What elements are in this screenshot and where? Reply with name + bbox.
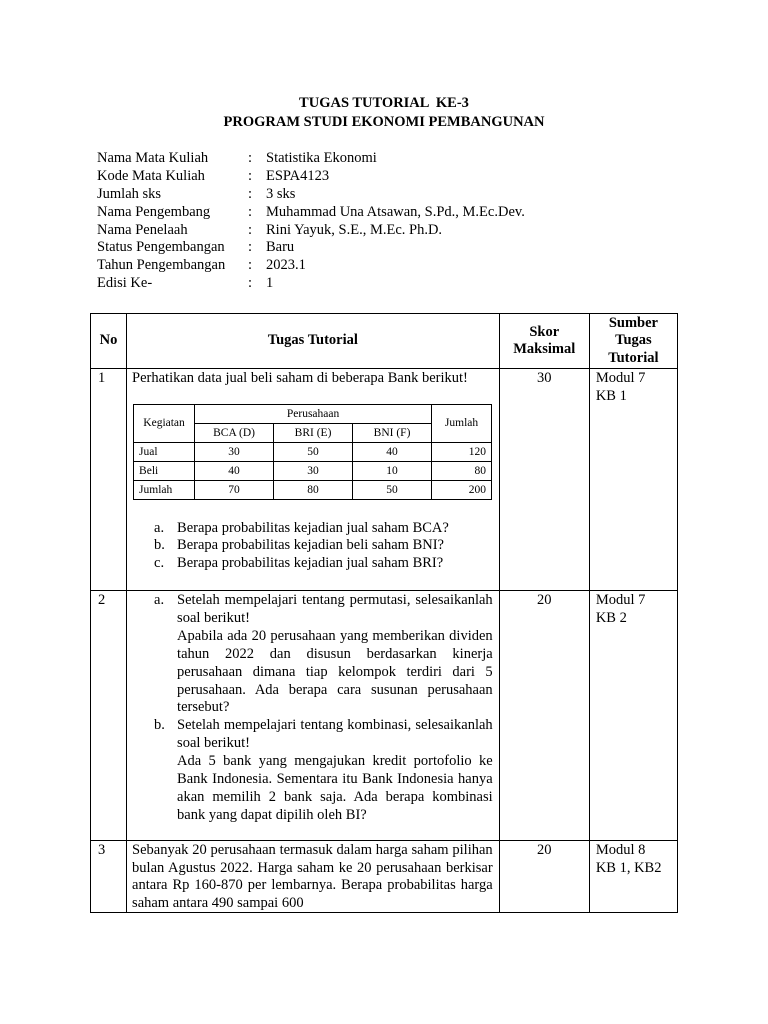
info-value: 1 xyxy=(266,275,274,292)
info-label: Tahun Pengembangan xyxy=(97,257,226,274)
question-detail: Apabila ada 20 perusahaan yang memberikan dividen tahun 2022 dan disusun berdasarkan kinerja perusahaan dimana tiap kelompok terdiri dari 5 perusahaan. Ada berapa cara susunan perusahaan tersebut? xyxy=(177,627,493,716)
info-value: 2023.1 xyxy=(266,257,306,274)
inner-row-label: Jual xyxy=(134,442,195,461)
info-label: Kode Mata Kuliah xyxy=(97,167,205,184)
source-module: Modul 7 xyxy=(595,370,646,386)
task-source xyxy=(589,841,677,913)
info-colon: : xyxy=(248,203,253,220)
inner-table-row xyxy=(134,461,492,480)
source-kb: KB 1 xyxy=(595,387,627,404)
inner-table-row xyxy=(134,442,492,461)
task-source xyxy=(589,591,677,841)
document-title: TUGAS TUTORIAL KE-3 xyxy=(299,95,469,111)
task-intro: Perhatikan data jual beli saham di beberapa Bank berikut! xyxy=(132,370,468,386)
question-letter: c. xyxy=(154,555,165,572)
stock-data-table xyxy=(133,404,492,500)
info-value: Muhammad Una Atsawan, S.Pd., M.Ec.Dev. xyxy=(266,203,525,220)
task-source xyxy=(589,369,677,591)
document-subtitle: PROGRAM STUDI EKONOMI PEMBANGUNAN xyxy=(223,114,545,130)
inner-header-activity: Kegiatan xyxy=(134,404,195,442)
inner-cell-bca: 70 xyxy=(195,480,274,499)
inner-cell-bri: 30 xyxy=(274,461,353,480)
inner-header-bri: BRI (E) xyxy=(274,423,353,442)
question-list xyxy=(132,592,493,825)
inner-cell-bca: 40 xyxy=(195,461,274,480)
info-value: Statistika Ekonomi xyxy=(266,150,377,166)
source-kb: KB 2 xyxy=(595,609,627,626)
row-number: 3 xyxy=(91,841,127,913)
inner-header-company: Perusahaan xyxy=(195,404,432,423)
inner-row-label: Jumlah xyxy=(134,480,195,499)
inner-cell-bca: 30 xyxy=(195,442,274,461)
info-colon: : xyxy=(248,239,253,256)
inner-cell-total: 200 xyxy=(432,480,492,499)
max-score: 20 xyxy=(499,591,589,841)
header-source-line2: Tugas xyxy=(615,332,652,349)
info-label: Nama Mata Kuliah xyxy=(97,150,209,166)
source-module: Modul 7 xyxy=(595,592,646,608)
inner-cell-bni: 10 xyxy=(353,461,432,480)
inner-cell-bri: 50 xyxy=(274,442,353,461)
source-module: Modul 8 xyxy=(595,842,646,858)
header-source xyxy=(589,314,677,369)
header-source-line3: Tutorial xyxy=(608,349,659,366)
max-score: 20 xyxy=(499,841,589,913)
table-row xyxy=(91,841,678,913)
question-text: Setelah mempelajari tentang kombinasi, selesaikanlah soal berikut! xyxy=(177,717,493,752)
info-value: ESPA4123 xyxy=(266,167,330,184)
inner-header-bni: BNI (F) xyxy=(353,423,432,442)
inner-cell-total: 120 xyxy=(432,442,492,461)
tutorial-task-table xyxy=(90,313,678,913)
question-detail: Ada 5 bank yang mengajukan kredit portofolio ke Bank Indonesia. Sementara itu Bank Indonesia hanya akan memilih 2 bank saja. Ada berapa kombinasi bank yang dapat dipilih oleh BI? xyxy=(177,753,493,823)
task-cell xyxy=(127,369,500,591)
inner-table-row xyxy=(134,480,492,499)
inner-cell-bri: 80 xyxy=(274,480,353,499)
info-label: Status Pengembangan xyxy=(97,239,225,256)
info-label: Nama Pengembang xyxy=(97,203,211,220)
row-number: 1 xyxy=(91,369,127,591)
task-text: Sebanyak 20 perusahaan termasuk dalam harga saham pilihan bulan Agustus 2022. Harga saham ke 20 perusahaan berkisar antara Rp 160-870 per lembarnya. Berapa probabilitas harga saham antara 490 sampai 600 xyxy=(132,842,493,911)
info-colon: : xyxy=(248,167,253,184)
row-number: 2 xyxy=(91,591,127,841)
question-letter: b. xyxy=(154,717,165,734)
inner-header-bca: BCA (D) xyxy=(195,423,274,442)
info-colon: : xyxy=(248,150,253,166)
info-colon: : xyxy=(248,221,253,238)
task-cell xyxy=(127,841,500,913)
source-kb: KB 1, KB2 xyxy=(595,859,662,876)
info-label: Nama Penelaah xyxy=(97,221,188,238)
question-item xyxy=(132,520,493,538)
question-text: Berapa probabilitas kejadian beli saham BNI? xyxy=(177,537,444,554)
info-value: Rini Yayuk, S.E., M.Ec. Ph.D. xyxy=(266,221,443,238)
question-item xyxy=(132,537,493,555)
question-text: Berapa probabilitas kejadian jual saham BRI? xyxy=(177,555,444,572)
info-colon: : xyxy=(248,185,253,202)
question-item xyxy=(132,555,493,573)
question-item xyxy=(132,717,493,824)
table-row xyxy=(91,369,678,591)
question-letter: a. xyxy=(154,592,165,608)
question-list xyxy=(132,520,493,574)
header-max-score-line1: Skor xyxy=(529,323,560,340)
info-colon: : xyxy=(248,275,253,292)
header-no: No xyxy=(91,314,127,369)
header-max-score xyxy=(499,314,589,369)
header-max-score-line2: Maksimal xyxy=(513,341,576,357)
inner-cell-bni: 40 xyxy=(353,442,432,461)
inner-header-total: Jumlah xyxy=(432,404,492,442)
max-score: 30 xyxy=(499,369,589,591)
header-task: Tugas Tutorial xyxy=(127,314,500,369)
inner-cell-bni: 50 xyxy=(353,480,432,499)
task-cell xyxy=(127,591,500,841)
question-letter: b. xyxy=(154,537,165,554)
question-item xyxy=(132,592,493,717)
header-source-line1: Sumber xyxy=(608,314,658,331)
info-colon: : xyxy=(248,257,253,274)
table-header-row xyxy=(91,314,678,369)
question-text: Setelah mempelajari tentang permutasi, selesaikanlah soal berikut! xyxy=(177,592,493,626)
table-row xyxy=(91,591,678,841)
question-letter: a. xyxy=(154,519,165,536)
info-value: 3 sks xyxy=(266,185,296,202)
info-value: Baru xyxy=(266,239,295,256)
question-text: Berapa probabilitas kejadian jual saham BCA? xyxy=(177,519,449,536)
inner-row-label: Beli xyxy=(134,461,195,480)
info-label: Jumlah sks xyxy=(97,185,162,202)
info-label: Edisi Ke- xyxy=(97,275,153,292)
inner-cell-total: 80 xyxy=(432,461,492,480)
